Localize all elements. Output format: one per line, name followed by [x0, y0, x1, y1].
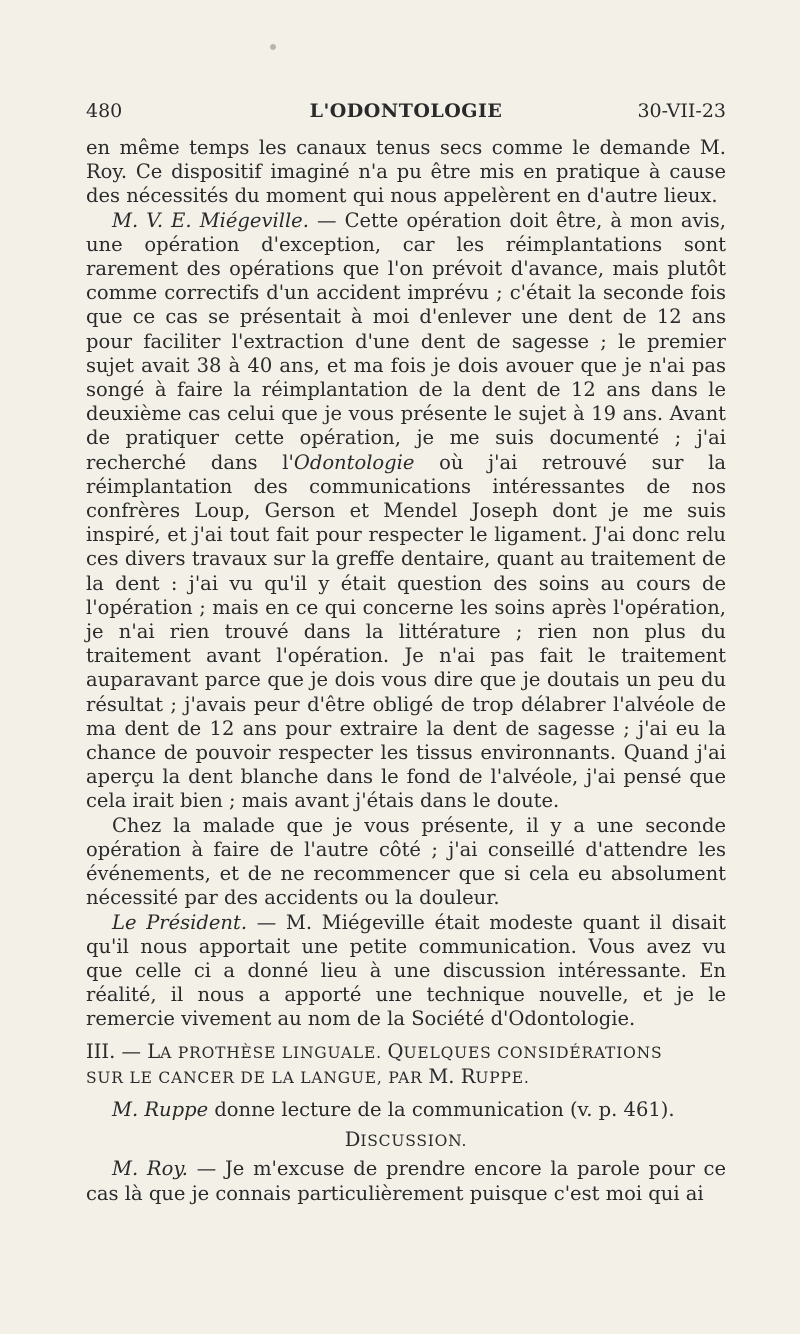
section-heading: III. — LA PROTHÈSE LINGUALE. QUELQUES CONSIDÉRATIONS SUR LE CANCER DE LA LANGUE, PAR M. RUPPE.	[86, 1039, 663, 1088]
paragraph: M. V. E. Miégeville. — Cette opération doit être, à mon avis, une opération d'exception, car les réimplantations sont rarement des opérations que l'on prévoit d'avance, mais plutôt comme correctifs d'un accident imprévu ; c'était la seconde fois que ce cas se présentait à moi d'enlever une dent de 12 ans pour faciliter l'extraction d'une dent de sagesse ; le premier sujet avait 38 à 40 ans, et ma fois je dois avouer que je n'ai pas songé à faire la réimplantation de la dent de 12 ans dans le deuxième cas celui que je vous présente le sujet à 19 ans. Avant de pratiquer cette opération, je me suis documenté ; j'ai recherché dans l'Odontologie où j'ai retrouvé sur la réimplantation des communications intéressantes de nos confrères Loup, Gerson et Mendel Joseph dont je me suis inspiré, et j'ai tout fait pour respecter le ligament. J'ai donc relu ces divers travaux sur la greffe dentaire, quant au traitement de la dent : j'ai vu qu'il y était question des soins au cours de l'opération ; mais en ce qui concerne les soins après l'opération, je n'ai rien trouvé dans la littérature ; rien non plus du traitement avant l'opération. Je n'ai pas fait le traitement auparavant parce que je dois vous dire que je doutais un peu du résultat ; j'avais peur d'être obligé de trop délabrer l'alvéole de ma dent de 12 ans pour extraire la dent de sagesse ; j'ai eu la chance de pouvoir respecter les tissus environnants. Quand j'ai aperçu la dent blanche dans le fond de l'alvéole, j'ai pensé que cela irait bien ; mais avant j'étais dans le doute.	[86, 208, 726, 813]
speaker-name: M. Ruppe	[112, 1097, 209, 1121]
journal-title: L'ODONTOLOGIE	[309, 100, 503, 122]
paragraph: en même temps les canaux tenus secs comme le demande M. Roy. Ce dispositif imaginé n'a pu être mis en pratique à cause des nécessités du moment qui nous appelèrent en d'autre lieux.	[86, 136, 726, 208]
issue-date: 30-VII-23	[637, 100, 726, 122]
speaker-name: M. V. E. Miégeville.	[112, 208, 309, 232]
paragraph: Le Président. — M. Miégeville était modeste quant il disait qu'il nous apportait une petite communication. Vous avez vu que celle ci a donné lieu à une discussion intéressante. En réalité, il nous a apporté une technique nouvelle, et je le remercie vivement au nom de la Société d'Odontologie.	[86, 910, 726, 1031]
paper-speck	[270, 44, 276, 50]
journal-reference: Odontologie	[293, 450, 415, 474]
speaker-name: Le Président.	[112, 910, 248, 934]
paragraph: Chez la malade que je vous présente, il y a une seconde opération à faire de l'autre côté ; j'ai conseillé d'attendre les événements, et de ne recommencer que si cela eu absolument nécessité par des accidents ou la douleur.	[86, 813, 726, 910]
speaker-name: M. Roy.	[112, 1157, 188, 1181]
running-header	[86, 100, 726, 130]
page-number: 480	[86, 100, 123, 122]
discussion-heading: DISCUSSION.	[344, 1128, 468, 1152]
paragraph: M. Roy. — Je m'excuse de prendre encore la parole pour ce cas là que je connais particulièrement puisque c'est moi qui ai	[86, 1157, 726, 1205]
page-body	[86, 136, 726, 1206]
paragraph: M. Ruppe donne lecture de la communication (v. p. 461).	[112, 1097, 675, 1121]
